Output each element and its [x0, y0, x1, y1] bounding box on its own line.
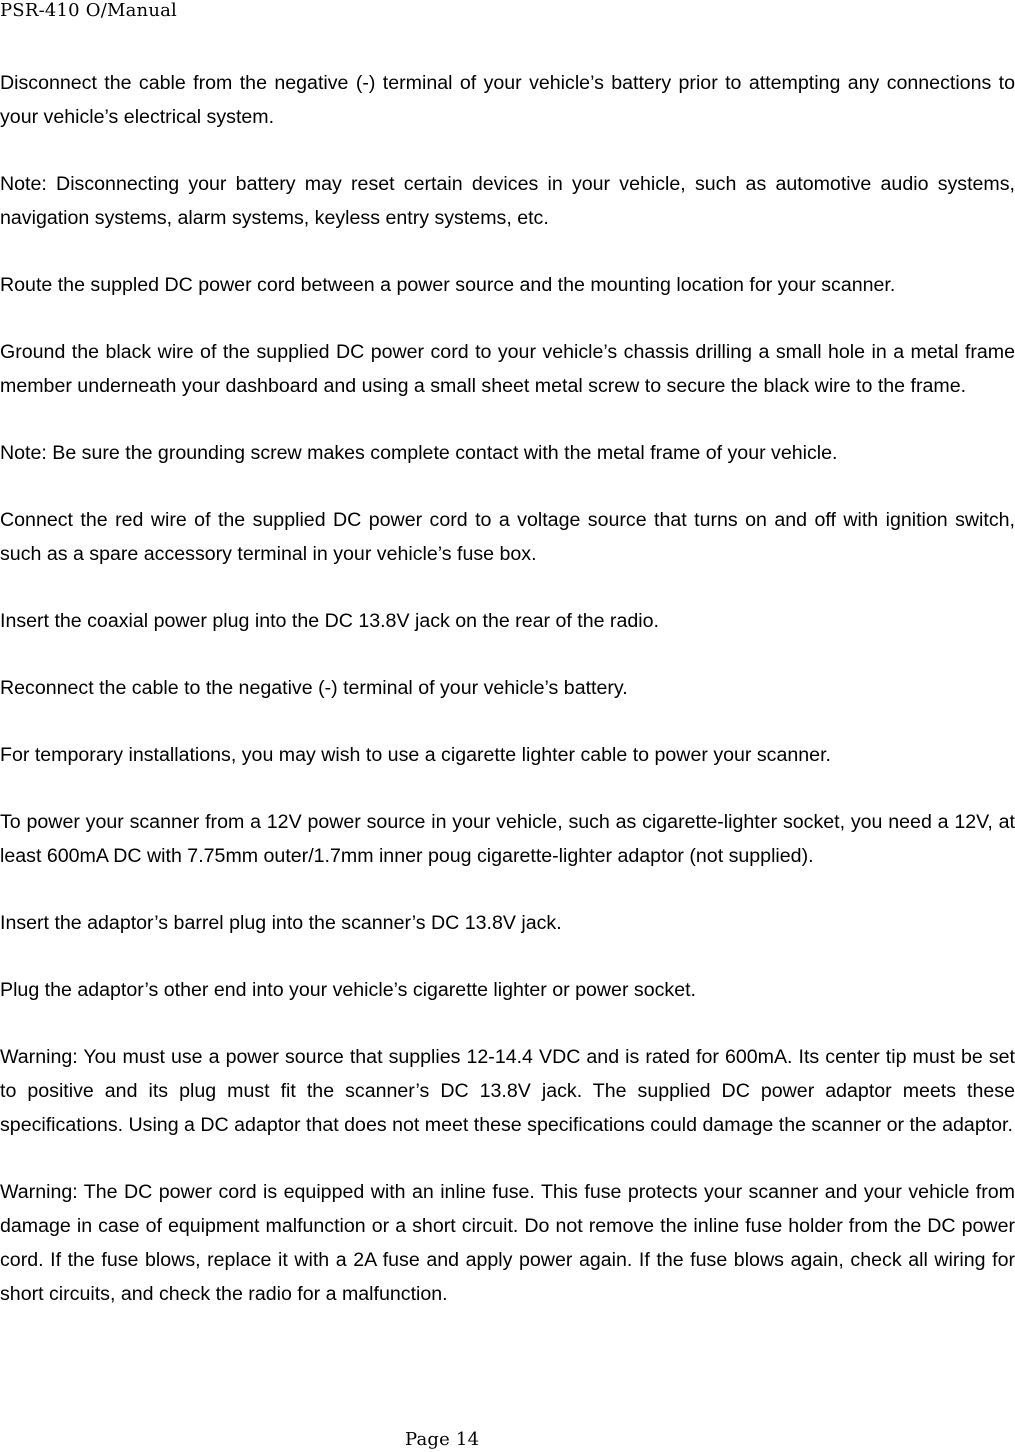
- paragraph-disconnect-battery: Disconnect the cable from the negative (-) terminal of your vehicle’s battery prior to attempting any connections to your vehicle’s electrical system.: [0, 72, 1015, 128]
- paragraph-note-grounding-screw: Note: Be sure the grounding screw makes complete contact with the metal frame of your vehicle.: [0, 442, 838, 464]
- paragraph-warning-inline-fuse: Warning: The DC power cord is equipped with an inline fuse. This fuse protects your scanner and your vehicle from damage in case of equipment malfunction or a short circuit. Do not remove the inline fuse holder from the DC power cord. If the fuse blows, replace it with a 2A fuse and apply power again. If the fuse blows again, check all wiring for short circuits, and check the radio for a malfunction.: [0, 1181, 1015, 1305]
- paragraph-connect-red-wire: Connect the red wire of the supplied DC power cord to a voltage source that turns on and off with ignition switch, such as a spare accessory terminal in your vehicle’s fuse box.: [0, 509, 1015, 565]
- paragraph-reconnect-battery: Reconnect the cable to the negative (-) terminal of your vehicle’s battery.: [0, 677, 628, 699]
- manual-body: [0, 66, 1015, 1311]
- paragraph-12v-power-source: To power your scanner from a 12V power source in your vehicle, such as cigarette-lighter socket, you need a 12V, at least 600mA DC with 7.75mm outer/1.7mm inner poug cigarette-lighter adaptor (not supplied).: [0, 811, 1015, 867]
- paragraph-note-reset-devices: Note: Disconnecting your battery may reset certain devices in your vehicle, such as automotive audio systems, navigation systems, alarm systems, keyless entry systems, etc.: [0, 173, 1015, 229]
- page-number: Page 14: [405, 1429, 480, 1450]
- paragraph-temporary-installations: For temporary installations, you may wish to use a cigarette lighter cable to power your scanner.: [0, 744, 831, 766]
- document-header: PSR-410 O/Manual: [0, 0, 178, 21]
- paragraph-insert-coaxial-plug: Insert the coaxial power plug into the DC 13.8V jack on the rear of the radio.: [0, 610, 659, 632]
- paragraph-plug-adaptor: Plug the adaptor’s other end into your vehicle’s cigarette lighter or power socket.: [0, 979, 696, 1001]
- paragraph-ground-black-wire: Ground the black wire of the supplied DC power cord to your vehicle’s chassis drilling a small hole in a metal frame member underneath your dashboard and using a small sheet metal screw to secure the black wire to the frame.: [0, 341, 1015, 397]
- paragraph-insert-barrel-plug: Insert the adaptor’s barrel plug into the scanner’s DC 13.8V jack.: [0, 912, 562, 934]
- paragraph-warning-power-source: Warning: You must use a power source that supplies 12-14.4 VDC and is rated for 600mA. Its center tip must be set to positive and its plug must fit the scanner’s DC 13.8V jack. The supplied DC power adaptor meets these specifications. Using a DC adaptor that does not meet these specifications could damage the scanner or the adaptor.: [0, 1046, 1015, 1136]
- paragraph-route-power-cord: Route the suppled DC power cord between a power source and the mounting location for your scanner.: [0, 274, 896, 296]
